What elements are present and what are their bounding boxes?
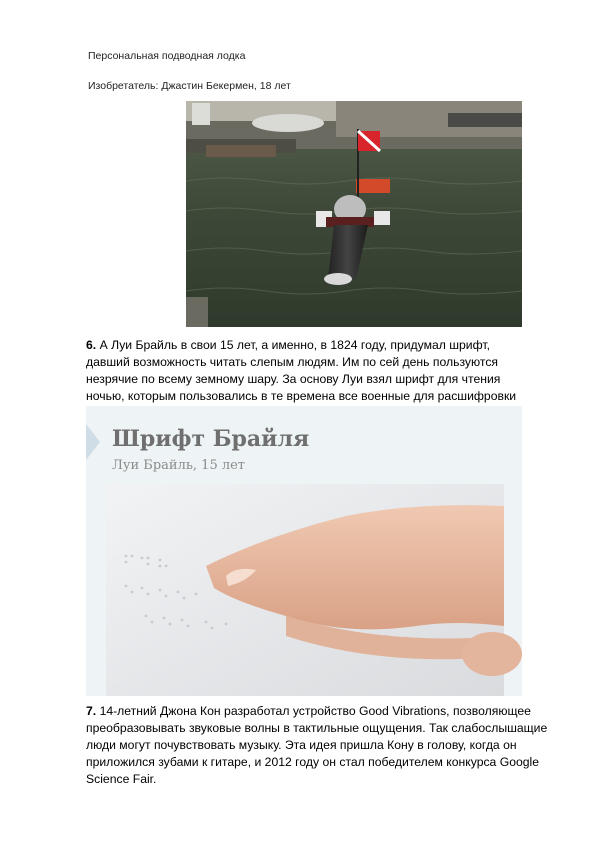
- item-7-paragraph: [86, 703, 556, 788]
- submarine-caption-title: Персональная подводная лодка: [88, 50, 246, 62]
- item-7-number: 7.: [86, 704, 97, 718]
- submarine-caption-inventor: Изобретатель: Джастин Бекермен, 18 лет: [88, 80, 291, 92]
- item-6-number: 6.: [86, 338, 97, 352]
- braille-title: Шрифт Брайля: [112, 426, 310, 452]
- braille-title-strip: [86, 406, 522, 484]
- item-7-text: 14-летний Джона Кон разработал устройство Good Vibrations, позволяющее преобразовывать звуковые волны в тактильные ощущения. Так слабослышащие люди могут почувствовать музыку. Эта идея пришла Кону в голову, когда он приложился зубами к гитаре, и 2012 году он стал победителем конкурса Google Science Fair.: [86, 704, 548, 786]
- braille-photo: [86, 406, 522, 696]
- title-notch: [86, 424, 100, 460]
- item-6-text: А Луи Брайль в свои 15 лет, а именно, в 1824 году, придумал шрифт, давший возможность читать слепым людям. Им по сей день пользуются незрячие по всему земному шару. За основу Луи взял шрифт для чтения ночью, которым пользовались в те времена все военные для расшифровки: [86, 338, 517, 403]
- braille-subtitle: Луи Брайль, 15 лет: [112, 458, 246, 473]
- submarine-photo: [186, 101, 522, 327]
